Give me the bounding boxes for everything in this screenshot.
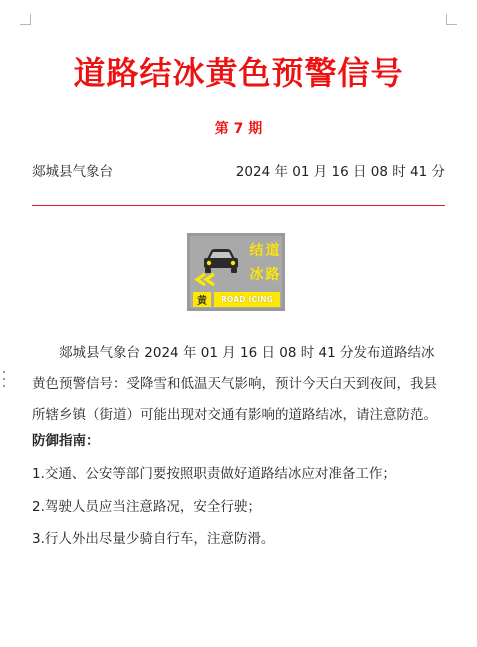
warning-level-label: 黄 <box>193 292 211 307</box>
sign-glyph: 路 <box>265 267 280 283</box>
sign-glyph: 冰 <box>249 267 264 283</box>
document-title: 道路结冰黄色预警信号 <box>73 54 404 92</box>
margin-corner-mark <box>446 14 457 25</box>
margin-corner-mark <box>20 14 31 25</box>
sign-glyph: 结 <box>249 243 264 259</box>
guide-item: 1.交通、公安等部门要按照职责做好道路结冰应对准备工作； <box>32 466 396 482</box>
guide-item: 2.驾驶人员应当注意路况，安全行驶； <box>32 499 261 515</box>
sign-glyph: 道 <box>265 243 280 259</box>
guide-heading: 防御指南： <box>32 433 100 449</box>
guide-item: 3.行人外出尽量少骑自行车，注意防滑。 <box>32 531 275 547</box>
road-icing-label: ROAD ICING <box>214 292 280 307</box>
drag-handle-icon[interactable] <box>2 371 5 387</box>
road-icing-warning-sign <box>187 233 285 311</box>
sign-glyphs <box>249 238 281 288</box>
issue-datetime: 2024 年 01 月 16 日 08 时 41 分 <box>235 164 445 180</box>
body-paragraph: 郯城县气象台 2024 年 01 月 16 日 08 时 41 分发布道路结冰黄色预警信号：受降雪和低温天气影响，预计今天白天到夜间，我县所辖乡镇（街道）可能出现对交通有影响的道路结冰，请注意防范。 <box>32 345 437 423</box>
car-skid-icon <box>193 239 247 287</box>
header-divider <box>32 205 445 206</box>
issuer-name: 郯城县气象台 <box>32 164 113 180</box>
issue-number: 第 7 期 <box>214 121 263 137</box>
